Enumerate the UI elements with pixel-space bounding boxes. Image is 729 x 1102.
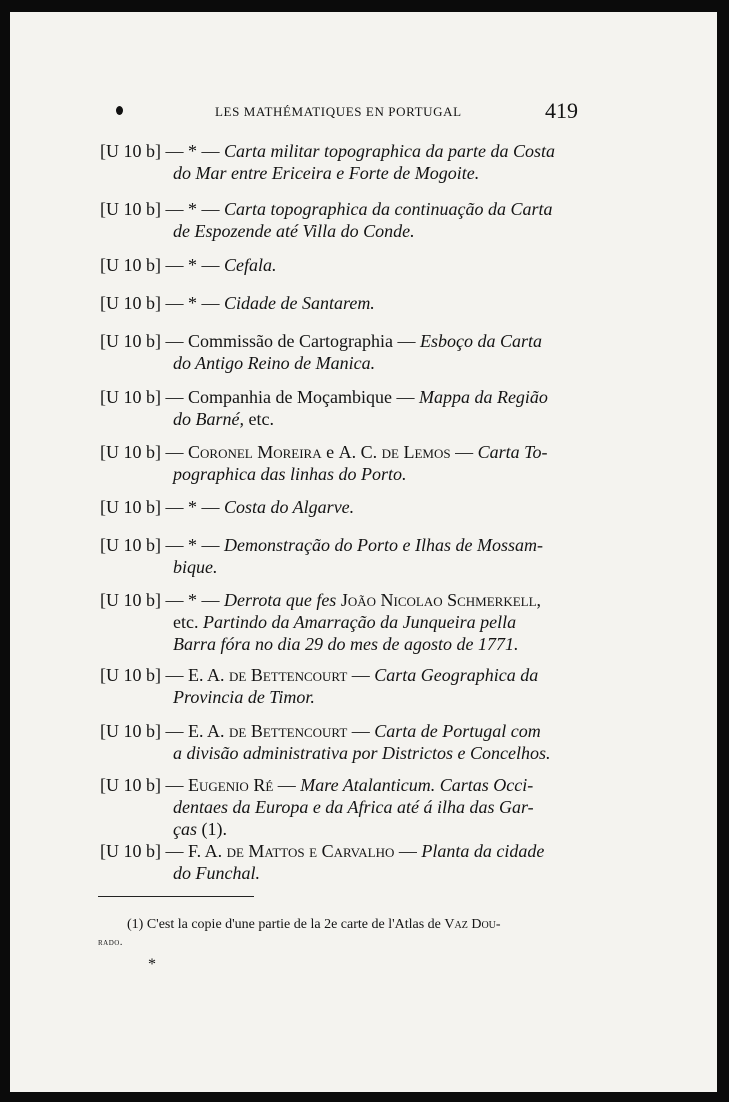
catalog-entry <box>100 330 580 374</box>
asterisk-mark: * <box>148 956 156 973</box>
footnote <box>98 916 582 952</box>
entry-title: Carta To- <box>477 442 548 462</box>
entry-title-cont: Provincia de Timor. <box>173 687 315 707</box>
separator: — <box>165 387 184 407</box>
footnote-marker: (1) <box>127 917 144 932</box>
page-number: 419 <box>545 98 578 123</box>
entry-ref: [U 10 b] <box>100 590 161 610</box>
footnote-text: C'est la copie d'une partie de la 2e carte de l'Atlas de <box>146 917 441 932</box>
entry-author: E. A. de Bettencourt <box>188 665 348 685</box>
entry-ref: [U 10 b] <box>100 665 161 685</box>
entry-author-2: A. C. de Lemos <box>338 442 451 462</box>
entry-extra: etc. <box>248 409 274 429</box>
entry-title: Carta militar topographica da parte da Costa <box>224 141 556 161</box>
entry-title: Esboço da Carta <box>419 331 542 351</box>
entry-author: Companhia de Moçambique <box>188 387 392 407</box>
catalog-entry <box>100 386 580 430</box>
catalog-entry <box>100 720 580 764</box>
entry-title: Mappa da Região <box>418 387 548 407</box>
entry-title-cont: do Antigo Reino de Manica. <box>173 353 376 373</box>
separator: — * — <box>165 497 220 517</box>
running-title: LES MATHÉMATIQUES EN PORTUGAL <box>215 104 462 119</box>
separator: — <box>396 387 415 407</box>
entry-title: Cidade de Santarem. <box>224 293 375 313</box>
catalog-entry <box>100 496 580 518</box>
bullet-mark <box>116 106 123 115</box>
entry-title: Carta Geographica da <box>374 665 539 685</box>
entry-author: Eugenio Ré <box>188 775 274 795</box>
separator: — <box>277 775 296 795</box>
catalog-entry <box>100 534 580 578</box>
catalog-entry <box>100 140 580 184</box>
entry-author: Commissão de Cartographia <box>188 331 393 351</box>
catalog-entry <box>100 664 580 708</box>
entry-title: Planta da cidade <box>421 841 545 861</box>
catalog-entry <box>100 840 580 884</box>
entry-ref: [U 10 b] <box>100 442 161 462</box>
footnote-rule <box>98 896 254 897</box>
entry-author: F. A. de Mattos e Carvalho <box>188 841 395 861</box>
entry-ref: [U 10 b] <box>100 841 161 861</box>
entry-title-cont: do Barné, <box>173 409 244 429</box>
entry-title-cont: do Mar entre Ericeira e Forte de Mogoite. <box>173 163 480 183</box>
separator: — <box>455 442 474 462</box>
separator: — <box>165 665 184 685</box>
entry-title-cont: Barra fóra no dia 29 do mes de agosto de 1771. <box>173 634 519 654</box>
entry-ref: [U 10 b] <box>100 255 161 275</box>
entry-extra: etc. <box>173 612 199 632</box>
entry-author: Coronel Moreira <box>188 442 322 462</box>
footnote-author: Vaz Dou- <box>444 917 501 932</box>
entry-ref: [U 10 b] <box>100 497 161 517</box>
separator: — <box>398 841 417 861</box>
separator: — <box>351 665 370 685</box>
entry-title-cont: bique. <box>173 557 218 577</box>
catalog-entry <box>100 254 580 276</box>
entry-title: Demonstração do Porto e Ilhas de Mossam- <box>224 535 543 555</box>
separator: — <box>165 442 184 462</box>
separator: — * — <box>165 535 220 555</box>
catalog-entry <box>100 292 580 314</box>
catalog-entry <box>100 589 580 655</box>
separator: — * — <box>165 590 220 610</box>
document-page <box>10 12 717 1092</box>
entry-title: Costa do Algarve. <box>224 497 355 517</box>
entry-ref: [U 10 b] <box>100 387 161 407</box>
catalog-entry <box>100 198 580 242</box>
page-header <box>10 98 717 128</box>
separator: — * — <box>165 199 220 219</box>
entry-title-cont: a divisão administrativa por Districtos e Concelhos. <box>173 743 551 763</box>
footnote-ref: (1). <box>201 819 227 839</box>
entry-title-cont: dentaes da Europa e da Africa até á ilha das Gar- <box>173 797 534 817</box>
entry-title: Carta de Portugal com <box>374 721 541 741</box>
separator: — <box>165 841 184 861</box>
conjunction: e <box>326 442 335 462</box>
entry-ref: [U 10 b] <box>100 775 161 795</box>
separator: — <box>397 331 416 351</box>
separator: — <box>165 331 184 351</box>
separator: — * — <box>165 293 220 313</box>
entry-title-cont: Partindo da Amarração da Junqueira pella <box>202 612 517 632</box>
catalog-entry <box>100 774 580 840</box>
separator: — <box>165 721 184 741</box>
entry-title: Carta topographica da continuação da Carta <box>224 199 553 219</box>
entry-author: E. A. de Bettencourt <box>188 721 348 741</box>
entry-title: Mare Atalanticum. Cartas Occi- <box>300 775 534 795</box>
entry-ref: [U 10 b] <box>100 535 161 555</box>
entry-ref: [U 10 b] <box>100 331 161 351</box>
separator: — <box>165 775 184 795</box>
separator: — * — <box>165 141 220 161</box>
entry-title-cont: de Espozende até Villa do Conde. <box>173 221 415 241</box>
footnote-author-cont: rado. <box>98 937 123 948</box>
entry-title: Cefala. <box>224 255 277 275</box>
catalog-entry <box>100 441 580 485</box>
entry-ref: [U 10 b] <box>100 721 161 741</box>
entry-title: Derrota que fes <box>224 590 337 610</box>
entry-author: João Nicolao Schmerkell, <box>340 590 542 610</box>
entry-ref: [U 10 b] <box>100 293 161 313</box>
entry-ref: [U 10 b] <box>100 141 161 161</box>
entry-title-cont: ças <box>173 819 197 839</box>
entry-title-cont: pographica das linhas do Porto. <box>173 464 407 484</box>
separator: — <box>351 721 370 741</box>
entry-title-cont: do Funchal. <box>173 863 260 883</box>
entry-ref: [U 10 b] <box>100 199 161 219</box>
separator: — * — <box>165 255 220 275</box>
